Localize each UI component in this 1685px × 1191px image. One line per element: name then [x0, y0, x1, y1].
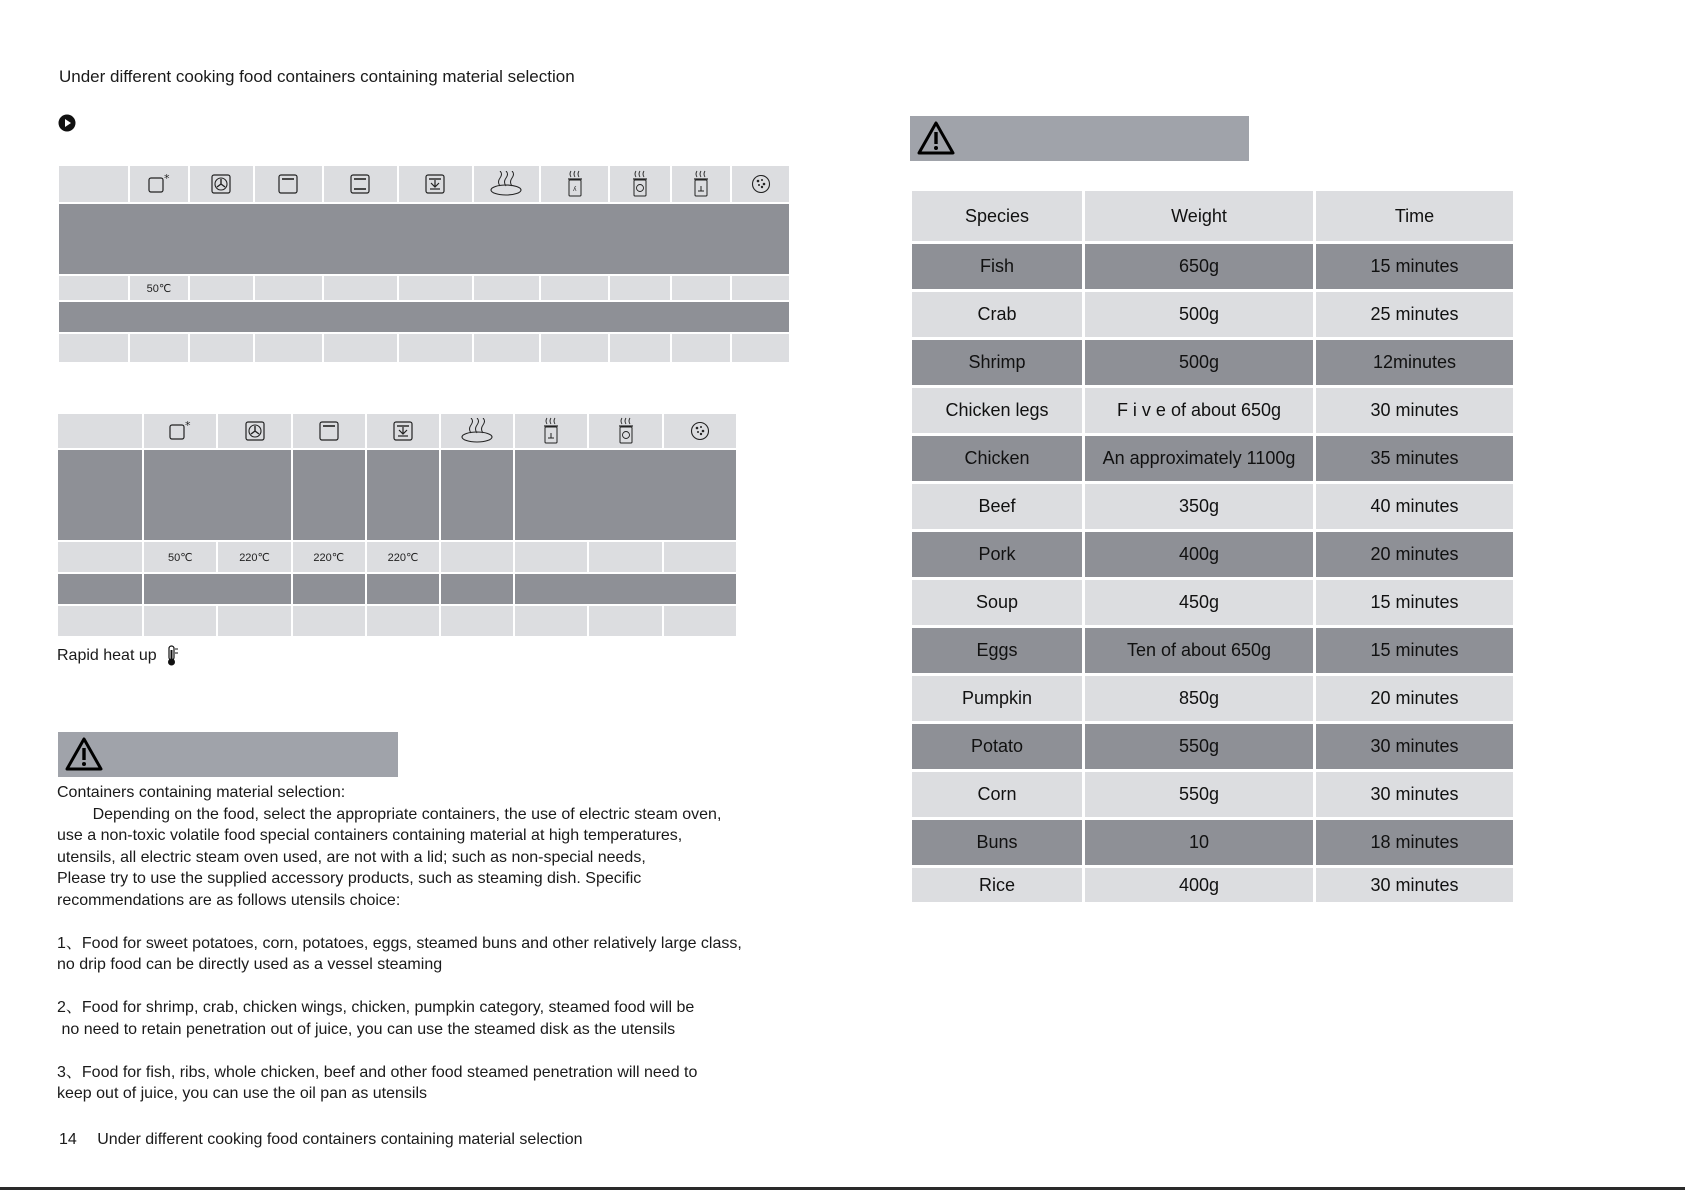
table-row	[912, 340, 1513, 385]
warning-banner	[910, 116, 1249, 161]
weight-cell: 550g	[1085, 772, 1313, 817]
list-item-line: keep out of juice, you can use the oil pan as utensils	[57, 1085, 428, 1102]
steam-pot-3-icon	[672, 166, 730, 202]
defrost-icon	[130, 166, 188, 202]
function-description-row	[59, 204, 789, 274]
paragraph-line: use a non-toxic volatile food special containers containing material at high temperatures,	[57, 827, 683, 844]
table-cell	[293, 606, 365, 636]
species-cell: Pumpkin	[912, 676, 1082, 721]
temperature-value: 50℃	[130, 276, 188, 300]
steam-icon	[441, 414, 513, 448]
header-cell	[59, 166, 128, 202]
steam-pot-2-icon	[610, 166, 670, 202]
weight-cell: 500g	[1085, 340, 1313, 385]
species-cell: Buns	[912, 820, 1082, 865]
time-cell: 35 minutes	[1316, 436, 1513, 481]
table-cell	[367, 450, 439, 540]
table-cell	[293, 450, 365, 540]
weight-cell: 850g	[1085, 676, 1313, 721]
table-cell	[293, 574, 365, 604]
grill-icon	[399, 166, 472, 202]
weight-cell: An approximately 1100g	[1085, 436, 1313, 481]
weight-cell: 550g	[1085, 724, 1313, 769]
paragraph-line: recommendations are as follows utensils choice:	[57, 891, 401, 909]
footer-title: Under different cooking food containers containing material selection	[97, 1131, 583, 1148]
container-selection-text	[57, 782, 817, 1105]
table-cell	[255, 334, 322, 362]
time-cell: 18 minutes	[1316, 820, 1513, 865]
weight-cell: 400g	[1085, 532, 1313, 577]
time-cell: 30 minutes	[1316, 724, 1513, 769]
table-cell	[541, 276, 609, 300]
temperature-value: 220℃	[218, 542, 290, 572]
table-cell	[324, 334, 397, 362]
species-cell: Soup	[912, 580, 1082, 625]
table-cell	[367, 606, 439, 636]
table-cell	[190, 276, 253, 300]
species-cell: Potato	[912, 724, 1082, 769]
table-cell	[441, 606, 513, 636]
warning-icon	[916, 120, 956, 156]
weight-cell: F i v e of about 650g	[1085, 388, 1313, 433]
table-cell	[190, 334, 253, 362]
header-cell	[58, 414, 142, 448]
weight-cell: 350g	[1085, 484, 1313, 529]
table-cell	[399, 334, 472, 362]
temperature-value: 220℃	[293, 542, 365, 572]
table-cell	[144, 450, 290, 540]
mode-table-1	[57, 164, 791, 364]
fan-icon	[218, 414, 290, 448]
warning-banner	[58, 732, 398, 777]
temperature-value: 50℃	[144, 542, 216, 572]
column-header: Weight	[1085, 191, 1313, 241]
table-cell	[515, 450, 736, 540]
time-cell: 40 minutes	[1316, 484, 1513, 529]
weight-cell: 500g	[1085, 292, 1313, 337]
weight-cell: 10	[1085, 820, 1313, 865]
table-row	[912, 244, 1513, 289]
table-row	[912, 580, 1513, 625]
table-row	[912, 676, 1513, 721]
fan-icon	[190, 166, 253, 202]
list-item-line: no need to retain penetration out of juice, you can use the steamed disk as the utensils	[57, 1020, 676, 1038]
warning-icon	[64, 736, 104, 772]
species-cell: Beef	[912, 484, 1082, 529]
table-row	[912, 292, 1513, 337]
time-cell: 30 minutes	[1316, 868, 1513, 902]
table-cell	[515, 574, 736, 604]
species-cell: Pork	[912, 532, 1082, 577]
time-cell: 20 minutes	[1316, 532, 1513, 577]
table-cell	[58, 450, 142, 540]
list-item-line: 3、Food for fish, ribs, whole chicken, beef and other food steamed penetration will need to	[57, 1063, 698, 1081]
time-cell: 15 minutes	[1316, 628, 1513, 673]
species-cell: Rice	[912, 868, 1082, 902]
descale-icon	[664, 414, 736, 448]
species-cell: Shrimp	[912, 340, 1082, 385]
table-cell	[324, 276, 397, 300]
defrost-icon	[144, 414, 216, 448]
list-item-line: 2、Food for shrimp, crab, chicken wings, chicken, pumpkin category, steamed food will be	[57, 999, 695, 1016]
time-cell: 20 minutes	[1316, 676, 1513, 721]
top-heat-icon	[293, 414, 365, 448]
paragraph-line: Depending on the food, select the appropriate containers, the use of electric steam oven,	[57, 805, 722, 823]
function-row	[59, 302, 789, 332]
bottom-rule	[0, 1187, 1685, 1190]
table-cell	[672, 334, 730, 362]
table-row	[912, 436, 1513, 481]
table-row	[912, 724, 1513, 769]
table-cell	[515, 542, 587, 572]
weight-cell: Ten of about 650g	[1085, 628, 1313, 673]
table-cell	[441, 450, 513, 540]
cooking-time-table	[909, 188, 1516, 905]
table-cell	[59, 334, 128, 362]
temperature-label-cell	[59, 276, 128, 300]
table-row	[912, 388, 1513, 433]
table-cell	[58, 574, 142, 604]
species-cell: Fish	[912, 244, 1082, 289]
table-row	[912, 532, 1513, 577]
table-cell	[130, 334, 188, 362]
list-item-line: 1、Food for sweet potatoes, corn, potatoes, eggs, steamed buns and other relatively large class,	[57, 934, 742, 952]
table-row	[912, 868, 1513, 902]
mode-table-2	[56, 412, 738, 638]
table-cell	[589, 606, 661, 636]
table-cell	[441, 542, 513, 572]
species-cell: Eggs	[912, 628, 1082, 673]
steam-icon	[474, 166, 539, 202]
page-number: 14	[59, 1131, 77, 1148]
time-cell: 25 minutes	[1316, 292, 1513, 337]
weight-cell: 400g	[1085, 868, 1313, 902]
table-row	[912, 628, 1513, 673]
table-cell	[58, 606, 142, 636]
time-cell: 30 minutes	[1316, 772, 1513, 817]
table-cell	[399, 276, 472, 300]
table-cell	[218, 606, 290, 636]
time-cell: 30 minutes	[1316, 388, 1513, 433]
steam-pot-2-icon	[589, 414, 661, 448]
column-header: Species	[912, 191, 1082, 241]
table-cell	[144, 606, 216, 636]
table-cell	[664, 606, 736, 636]
paragraph-line: utensils, all electric steam oven used, are not with a lid; such as non-special needs,	[57, 848, 646, 866]
table-cell	[441, 574, 513, 604]
table-cell	[610, 334, 670, 362]
svg-text:ʎ: ʎ	[572, 186, 577, 193]
table-cell	[732, 334, 789, 362]
steam-pot-1-icon	[541, 166, 609, 202]
table-row	[912, 820, 1513, 865]
time-cell: 15 minutes	[1316, 244, 1513, 289]
thermometer-icon	[165, 645, 179, 667]
paragraph-line: Please try to use the supplied accessory products, such as steaming dish. Specific	[57, 870, 642, 887]
weight-cell: 650g	[1085, 244, 1313, 289]
column-header: Time	[1316, 191, 1513, 241]
table-cell	[589, 542, 661, 572]
grill-icon	[367, 414, 439, 448]
top-heat-icon	[255, 166, 322, 202]
page-footer	[59, 1131, 583, 1149]
species-cell: Corn	[912, 772, 1082, 817]
temperature-value: 220℃	[367, 542, 439, 572]
species-cell: Chicken	[912, 436, 1082, 481]
svg-text:*: *	[163, 172, 170, 185]
table-row	[912, 484, 1513, 529]
temperature-label-cell	[58, 542, 142, 572]
table-cell	[672, 276, 730, 300]
table-cell	[515, 606, 587, 636]
table-cell	[664, 542, 736, 572]
page-title: Under different cooking food containers containing material selection	[59, 67, 575, 86]
rapid-heat-legend	[57, 645, 179, 667]
table-cell	[474, 334, 539, 362]
table-cell	[610, 276, 670, 300]
time-cell: 12minutes	[1316, 340, 1513, 385]
weight-cell: 450g	[1085, 580, 1313, 625]
intro-title: Containers containing material selection:	[57, 784, 346, 801]
play-icon	[58, 114, 76, 132]
svg-text:*: *	[185, 419, 191, 432]
species-cell: Crab	[912, 292, 1082, 337]
rapid-heat-label: Rapid heat up	[57, 647, 157, 664]
table-cell	[144, 574, 290, 604]
table-row	[912, 772, 1513, 817]
list-item-line: no drip food can be directly used as a vessel steaming	[57, 956, 443, 973]
descale-icon	[732, 166, 789, 202]
species-cell: Chicken legs	[912, 388, 1082, 433]
table-cell	[541, 334, 609, 362]
table-cell	[367, 574, 439, 604]
table-cell	[255, 276, 322, 300]
table-cell	[732, 276, 789, 300]
steam-pot-1-icon	[515, 414, 587, 448]
top-bottom-heat-icon	[324, 166, 397, 202]
time-cell: 15 minutes	[1316, 580, 1513, 625]
table-cell	[474, 276, 539, 300]
